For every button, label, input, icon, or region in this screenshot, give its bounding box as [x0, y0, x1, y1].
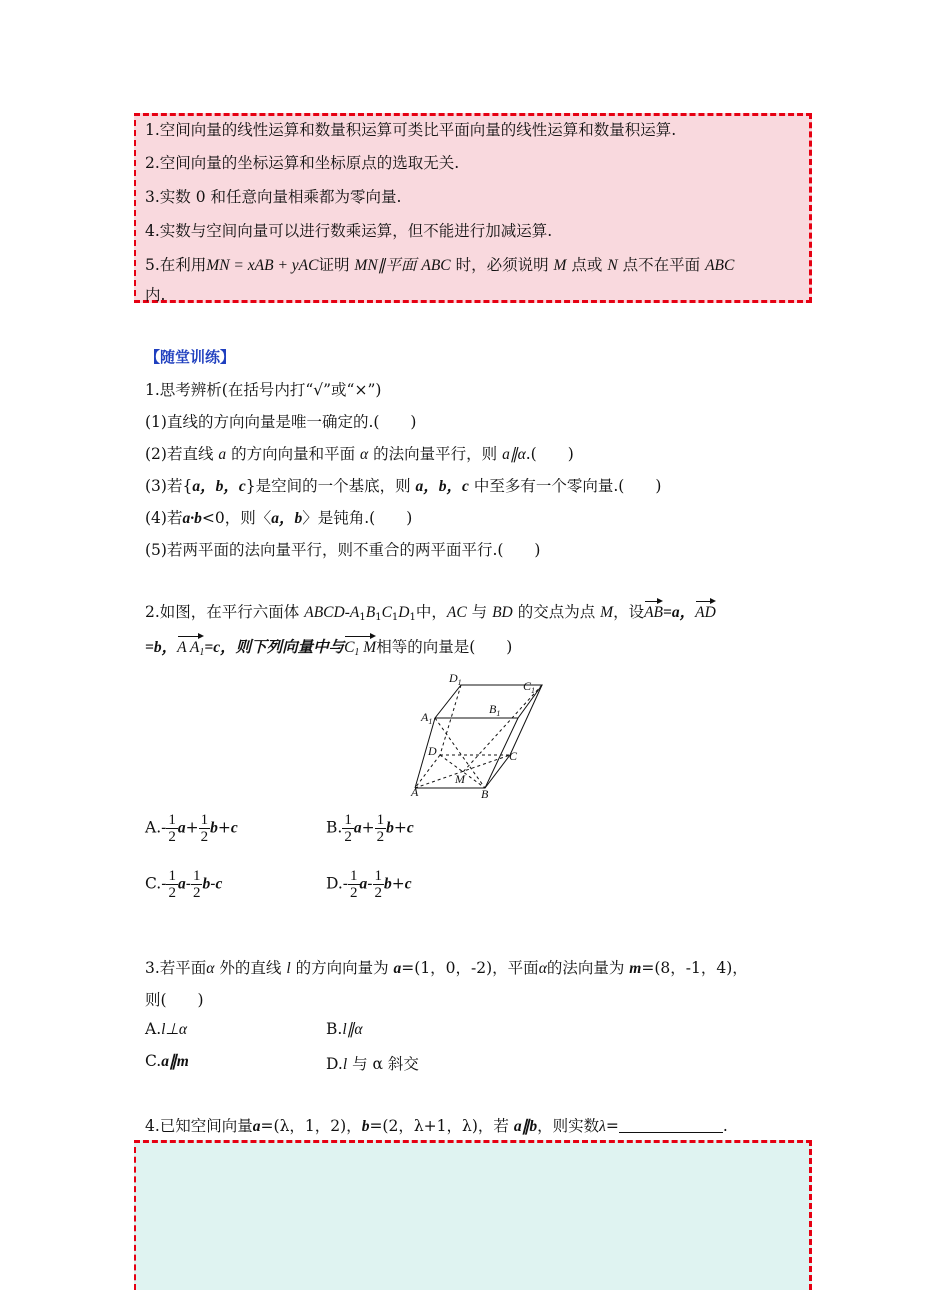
- q2-line-1: 2.如图，在平行六面体 ABCD-$A_1B_1C_1D_1$中，AC 与 BD 的交点为点 M，设AB=a，AD: [145, 603, 716, 623]
- q3-line-1: 3.若平面α 外的直线 l 的方向向量为 a=(1，0，-2)，平面α的法向量为 m=(8，-1，4)，: [145, 959, 748, 977]
- label-b: B: [481, 787, 489, 801]
- q3-option-a[interactable]: A.l⊥α: [145, 1020, 188, 1038]
- label-c: C: [509, 749, 518, 763]
- label-a: A: [411, 785, 419, 799]
- note-2: 2.空间向量的坐标运算和坐标原点的选取无关.: [145, 154, 460, 172]
- q3-option-c[interactable]: C.a∥m: [145, 1052, 189, 1070]
- q2-line-2: =b，A $A_1=c$，则下列向量中与$C_1$ M相等的向量是( ): [145, 638, 513, 658]
- label-d: D: [428, 744, 437, 758]
- q1-item-2: (2)若直线 a 的方向向量和平面 α 的法向量平行，则 a∥α.( ): [145, 445, 574, 463]
- label-b1: $B_1$: [489, 702, 501, 718]
- note-5: 5.在利用MN = xAB + yAC证明 MN∥平面 ABC 时，必须说明 M 点或 N 点不在平面 ABC: [145, 256, 735, 274]
- parallelepiped-figure: [405, 670, 555, 805]
- q3-option-d[interactable]: D.l 与 α 斜交: [326, 1055, 419, 1073]
- label-m: M: [455, 772, 465, 786]
- q1-stem: 1.思考辨析(在括号内打“√”或“×”): [145, 381, 382, 399]
- q2-option-b[interactable]: B. $\frac{1}{2}$ a+ $\frac{1}{2}$ b+c: [326, 812, 414, 845]
- note-4: 4.实数与空间向量可以进行数乘运算，但不能进行加减运算.: [145, 222, 553, 240]
- q2-option-d[interactable]: D.- $\frac{1}{2}$ a- $\frac{1}{2}$ b+c: [326, 868, 412, 901]
- note-5-cont: 内.: [145, 286, 166, 304]
- label-c1: $C_1$: [523, 679, 536, 695]
- answer-blank[interactable]: [619, 1118, 723, 1133]
- section-title: 【随堂训练】: [145, 348, 236, 366]
- q1-item-5: (5)若两平面的法向量平行，则不重合的两平面平行.( ): [145, 541, 541, 559]
- q3-option-b[interactable]: B.l∥α: [326, 1020, 363, 1038]
- q2-option-a[interactable]: A.- $\frac{1}{2}$ a+ $\frac{1}{2}$ b+c: [145, 812, 238, 845]
- note-3: 3.实数 0 和任意向量相乘都为零向量.: [145, 188, 402, 206]
- q4-line: 4.已知空间向量a=(λ，1，2)，b=(2，λ+1，λ)，若 a∥b，则实数λ= .: [145, 1117, 728, 1135]
- label-d1: $D_1$: [449, 671, 462, 687]
- label-a1: $A_1$: [421, 710, 433, 726]
- next-section-box: [134, 1140, 812, 1290]
- note-1: 1.空间向量的线性运算和数量积运算可类比平面向量的线性运算和数量积运算.: [145, 121, 677, 139]
- q1-item-4: (4)若a·b<0，则〈a，b〉是钝角.( ): [145, 509, 413, 527]
- q2-option-c[interactable]: C.- $\frac{1}{2}$ a- $\frac{1}{2}$ b-c: [145, 868, 223, 901]
- q1-item-1: (1)直线的方向向量是唯一确定的.( ): [145, 413, 417, 431]
- q1-item-3: (3)若{a，b，c}是空间的一个基底，则 a，b，c 中至多有一个零向量.( ): [145, 477, 662, 495]
- q3-line-2: 则( ): [145, 991, 204, 1009]
